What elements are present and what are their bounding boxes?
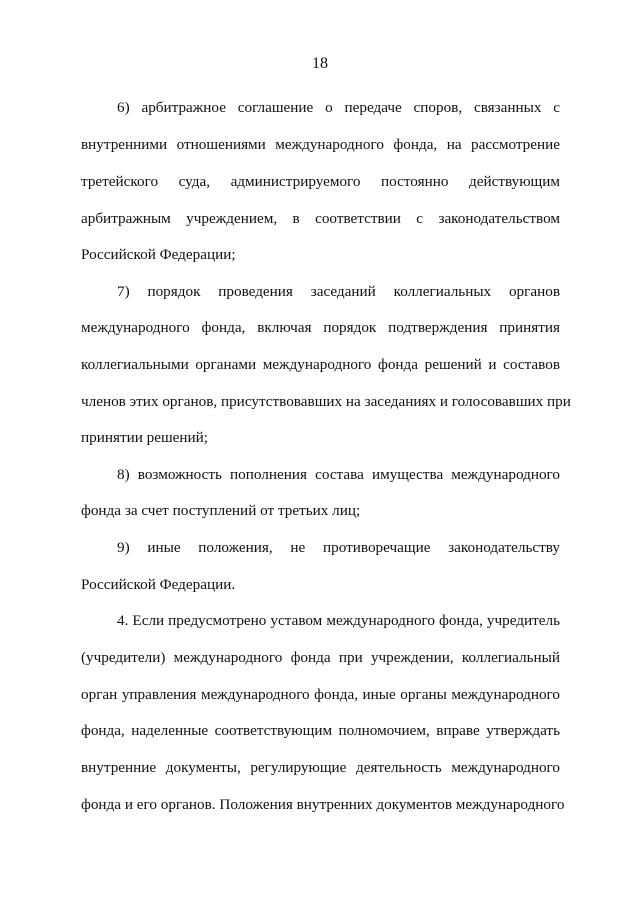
text-line: принятии решений; — [81, 429, 209, 446]
text-line: фонда за счет поступлений от третьих лиц; — [81, 502, 361, 519]
text-line: третейского суда, администрируемого постоянно действующим — [81, 173, 560, 190]
text-line: Российской Федерации. — [81, 576, 236, 593]
text-line: 7) порядок проведения заседаний коллегиальных органов — [117, 283, 560, 300]
text-line: Российской Федерации; — [81, 246, 236, 263]
text-line: 6) арбитражное соглашение о передаче споров, связанных с — [117, 99, 560, 116]
text-line: арбитражным учреждением, в соответствии с законодательством — [81, 210, 560, 227]
text-line: фонда, наделенные соответствующим полномочием, вправе утверждать — [81, 722, 560, 739]
text-line: международного фонда, включая порядок подтверждения принятия — [81, 319, 560, 336]
text-line: членов этих органов, присутствовавших на заседаниях и голосовавших при — [81, 393, 571, 410]
text-line: фонда и его органов. Положения внутренних документов международного — [81, 796, 565, 813]
page-number: 18 — [312, 55, 328, 72]
text-line: 8) возможность пополнения состава имущества международного — [117, 466, 560, 483]
text-line: коллегиальными органами международного фонда решений и составов — [81, 356, 560, 373]
text-line: орган управления международного фонда, иные органы международного — [81, 686, 560, 703]
text-line: 9) иные положения, не противоречащие законодательству — [117, 539, 560, 556]
text-line: внутренними отношениями международного фонда, на рассмотрение — [81, 136, 560, 153]
text-line: внутренние документы, регулирующие деятельность международного — [81, 759, 560, 776]
text-line: 4. Если предусмотрено уставом международного фонда, учредитель — [117, 612, 560, 629]
text-line: (учредители) международного фонда при учреждении, коллегиальный — [81, 649, 560, 666]
